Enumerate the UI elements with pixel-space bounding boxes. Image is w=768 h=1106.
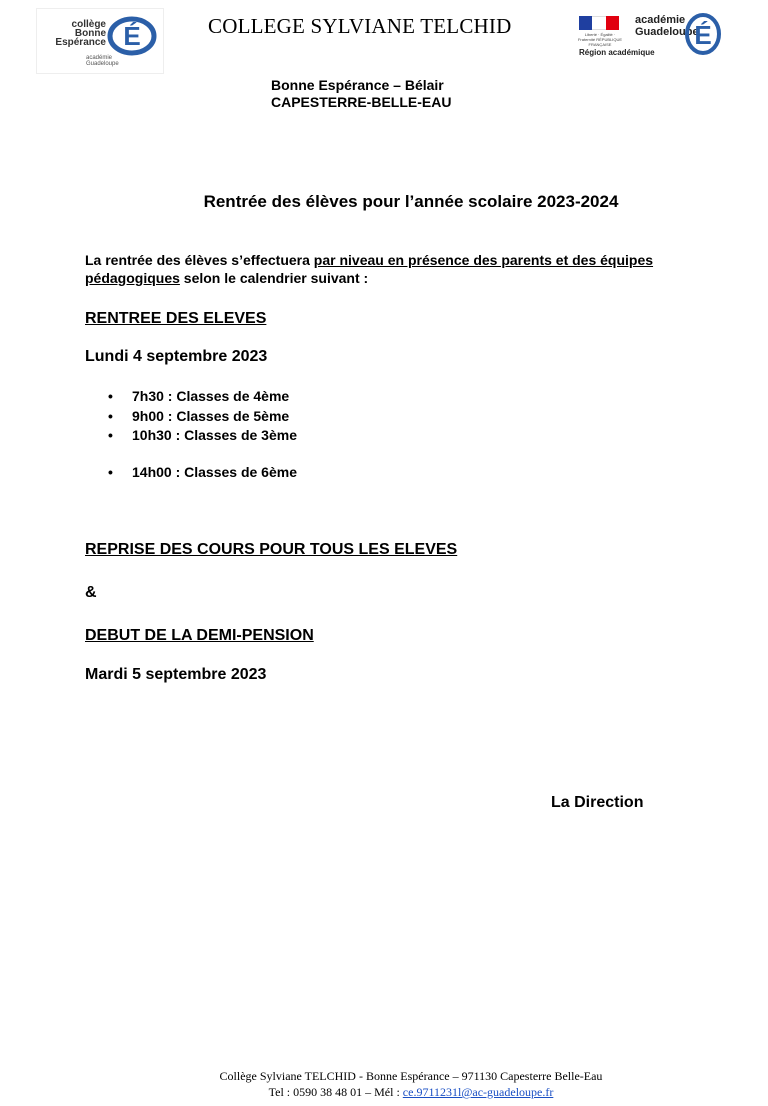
svg-text:É: É — [123, 21, 141, 51]
intro-underlined: par niveau en présence des parents et des équipes pédagogiques — [85, 252, 654, 286]
list-item: • 7h30 : Classes de 4ème — [104, 387, 297, 407]
list-item: • 9h00 : Classes de 5ème — [104, 407, 297, 427]
region-label: Région académique — [579, 48, 655, 57]
e-academie-logo-icon — [106, 12, 158, 56]
svg-text:É: É — [694, 20, 712, 50]
e-academie-logo-icon — [683, 8, 723, 56]
schedule-list-morning — [104, 387, 297, 446]
french-flag-icon — [579, 16, 619, 30]
address-line-1: Bonne Espérance – Bélair — [271, 77, 444, 93]
schedule-list-afternoon — [104, 463, 297, 483]
rentree-date: Lundi 4 septembre 2023 — [85, 348, 268, 365]
ampersand: & — [85, 584, 97, 601]
college-logo-subtext: académie Guadeloupe — [86, 55, 119, 67]
footer-contact: Tel : 0590 38 48 01 – Mél : ce.9711231l@ac-guadeloupe.fr — [268, 1085, 554, 1099]
list-item: • 10h30 : Classes de 3ème — [104, 426, 297, 446]
footer-address: Collège Sylviane TELCHID - Bonne Espérance – 971130 Capesterre Belle-Eau — [219, 1069, 603, 1083]
college-logo — [36, 8, 162, 72]
republic-text: Liberté · Égalité · Fraternité RÉPUBLIQUE FRANÇAISE — [577, 32, 622, 47]
page-title: COLLEGE SYLVIANE TELCHID — [208, 14, 512, 38]
demi-pension-date: Mardi 5 septembre 2023 — [85, 666, 267, 683]
section-heading-rentree: RENTREE DES ELEVES — [85, 310, 267, 327]
academie-text: académie Guadeloupe — [635, 14, 699, 38]
address-line-2: CAPESTERRE-BELLE-EAU — [271, 94, 452, 110]
intro-paragraph: La rentrée des élèves s’effectuera par niveau en présence des parents et des équipes pédagogiques selon le calendrier suivant : — [85, 252, 654, 286]
academie-logo — [577, 8, 727, 64]
college-logo-text: collège Bonne Espérance — [55, 19, 106, 48]
section-heading-reprise: REPRISE DES COURS POUR TOUS LES ELEVES — [85, 541, 458, 558]
list-item: • 14h00 : Classes de 6ème — [104, 463, 297, 483]
section-heading-demi-pension: DEBUT DE LA DEMI-PENSION — [85, 627, 314, 644]
email-link[interactable]: ce.9711231l@ac-guadeloupe.fr — [402, 1085, 554, 1099]
signature: La Direction — [551, 794, 644, 811]
document-title: Rentrée des élèves pour l’année scolaire 2023-2024 — [203, 192, 619, 211]
